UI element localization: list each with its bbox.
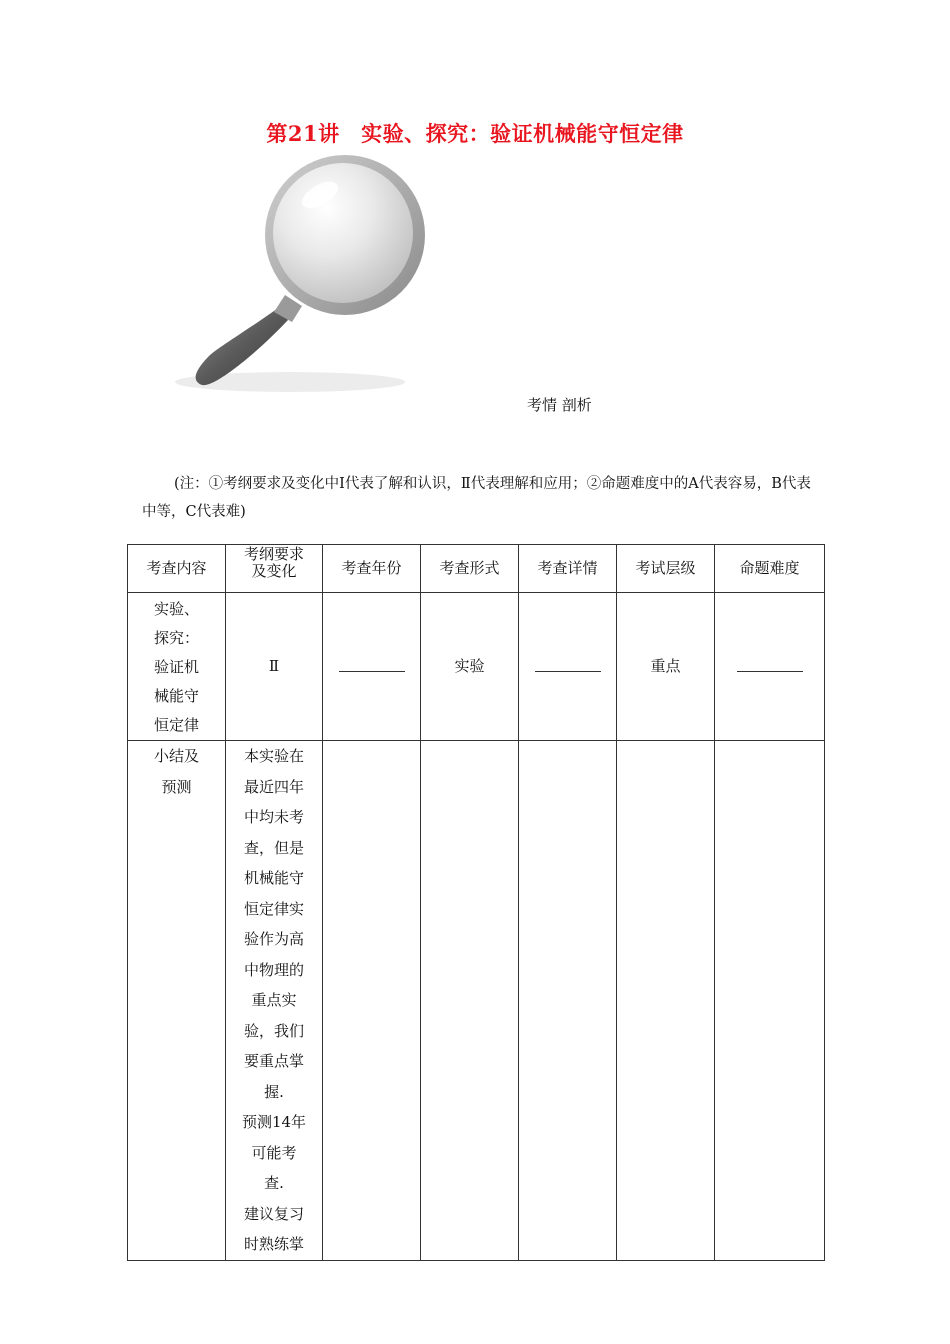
header-cell: 命题难度 (715, 545, 825, 593)
empty-cell (617, 741, 715, 1261)
header-cell: 考查年份 (323, 545, 421, 593)
summary-text-cell: 本实验在 最近四年 中均未考 查，但是 机械能守 恒定律实 验作为高 中物理的 重点实 验，我们 要重点掌 握. 预测14年 可能考 查. 建议复习 时熟练掌 (226, 741, 323, 1261)
requirement-cell: Ⅱ (226, 593, 323, 741)
empty-cell (323, 741, 421, 1261)
legend-note-text: (注：①考纲要求及变化中Ⅰ代表了解和认识，Ⅱ代表理解和应用；②命题难度中的A代表容易，B代表中等，C代表难) (142, 476, 811, 520)
table-header-row (128, 545, 825, 593)
table-row (128, 593, 825, 741)
empty-cell (715, 741, 825, 1261)
header-cell: 考纲要求 及变化 (226, 545, 323, 593)
magnifier-illustration (170, 150, 440, 400)
level-cell: 重点 (617, 593, 715, 741)
header-cell: 考试层级 (617, 545, 715, 593)
form-cell: 实验 (421, 593, 519, 741)
year-cell (323, 593, 421, 741)
summary-label-cell: 小结及 预测 (128, 741, 226, 1261)
header-cell: 考查形式 (421, 545, 519, 593)
empty-cell (421, 741, 519, 1261)
page-title: 第21讲 实验、探究：验证机械能守恒定律 (266, 121, 684, 146)
blank-line (339, 657, 405, 672)
legend-note (142, 470, 822, 526)
header-cell: 考查详情 (519, 545, 617, 593)
content-cell: 实验、 探究： 验证机 械能守 恒定律 (128, 593, 226, 741)
difficulty-cell (715, 593, 825, 741)
blank-line (737, 657, 803, 672)
empty-cell (519, 741, 617, 1261)
header-cell: 考查内容 (128, 545, 226, 593)
detail-cell (519, 593, 617, 741)
blank-line (535, 657, 601, 672)
exam-analysis-table (127, 544, 825, 1261)
section-subtitle: 考情 剖析 (527, 396, 592, 414)
table-row (128, 741, 825, 1261)
